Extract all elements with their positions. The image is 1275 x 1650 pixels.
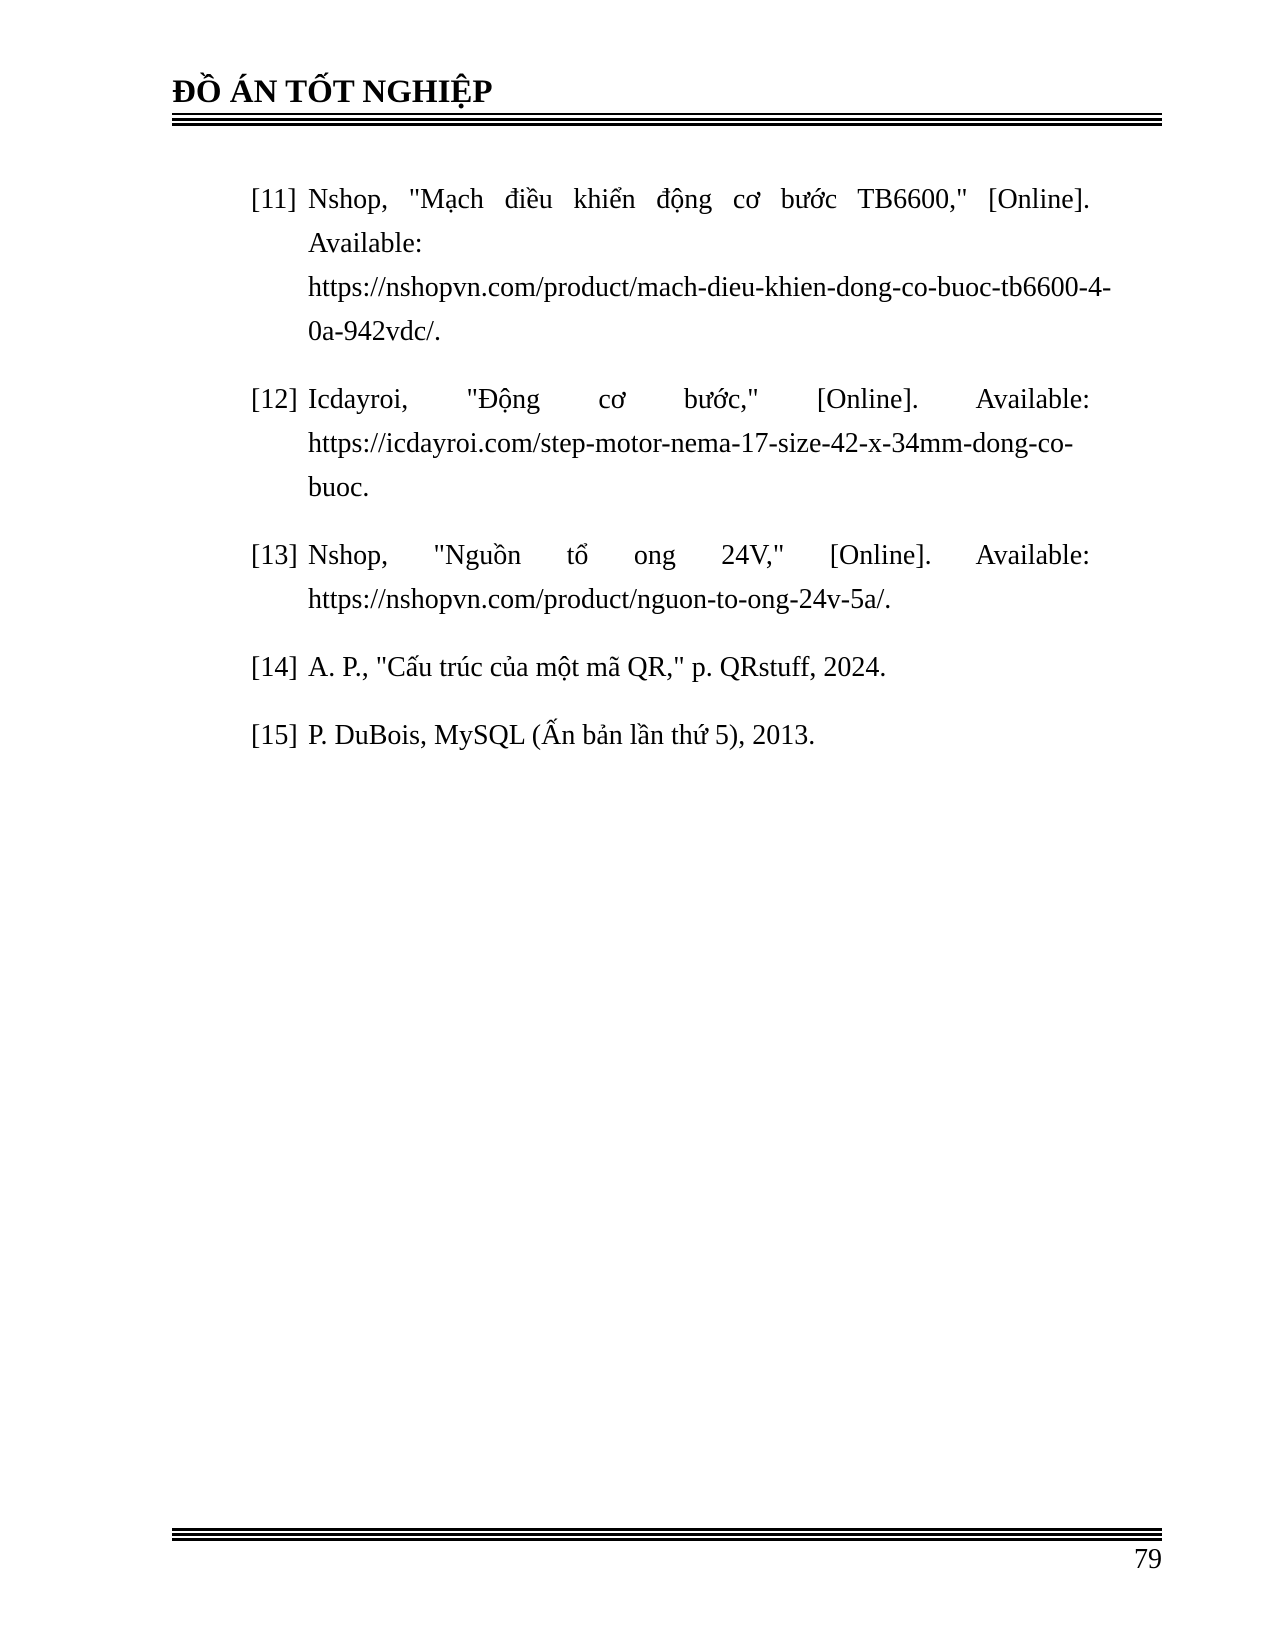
reference-text: Nshop, "Nguồn tổ ong 24V," [Online]. Available: bbox=[308, 540, 1090, 571]
reference-text: A. P., "Cấu trúc của một mã QR," p. QRstuff, 2024. bbox=[308, 652, 887, 683]
reference-text: Nshop, "Mạch điều khiển động cơ bước TB6600," [Online]. Available: bbox=[308, 184, 1090, 259]
footer-rule bbox=[172, 1528, 1162, 1541]
reference-number: [12] bbox=[251, 384, 298, 415]
reference-text: https://nshopvn.com/product/mach-dieu-khien-dong-co-buoc-tb6600-4- bbox=[308, 272, 1112, 303]
reference-number: [15] bbox=[251, 720, 298, 751]
reference-line bbox=[251, 310, 1090, 354]
reference-number: [14] bbox=[251, 652, 298, 683]
references-list bbox=[251, 178, 1112, 782]
page-number: 79 bbox=[1134, 1544, 1162, 1575]
reference-line bbox=[251, 578, 1090, 622]
reference-entry bbox=[251, 534, 1090, 622]
footer-rule-line bbox=[172, 1533, 1162, 1536]
reference-text: https://icdayroi.com/step-motor-nema-17-size-42-x-34mm-dong-co- bbox=[308, 428, 1074, 459]
footer-rule-line bbox=[172, 1528, 1162, 1531]
reference-line bbox=[251, 714, 1090, 758]
reference-entry bbox=[251, 378, 1090, 510]
page-header-title: ĐỒ ÁN TỐT NGHIỆP bbox=[172, 74, 493, 110]
reference-line bbox=[251, 178, 1090, 266]
header-rule bbox=[172, 113, 1162, 126]
reference-number: [13] bbox=[251, 540, 298, 571]
reference-line bbox=[251, 534, 1090, 578]
reference-text: 0a-942vdc/. bbox=[308, 316, 441, 347]
reference-entry bbox=[251, 178, 1112, 354]
reference-line bbox=[251, 422, 1090, 466]
reference-text: buoc. bbox=[308, 472, 370, 503]
header-rule-line bbox=[172, 113, 1162, 115]
footer-rule-line bbox=[172, 1538, 1162, 1541]
header-rule-line bbox=[172, 123, 1162, 126]
reference-line bbox=[251, 266, 1112, 310]
reference-line bbox=[251, 646, 1090, 690]
reference-line bbox=[251, 466, 1090, 510]
reference-line bbox=[251, 378, 1090, 422]
reference-text: https://nshopvn.com/product/nguon-to-ong-24v-5a/. bbox=[308, 584, 892, 615]
reference-number: [11] bbox=[251, 184, 297, 215]
reference-entry bbox=[251, 646, 1090, 690]
reference-entry bbox=[251, 714, 1090, 758]
reference-text: P. DuBois, MySQL (Ấn bản lần thứ 5), 2013. bbox=[308, 720, 816, 751]
reference-text: Icdayroi, "Động cơ bước," [Online]. Available: bbox=[308, 384, 1090, 415]
header-rule-line bbox=[172, 118, 1162, 121]
